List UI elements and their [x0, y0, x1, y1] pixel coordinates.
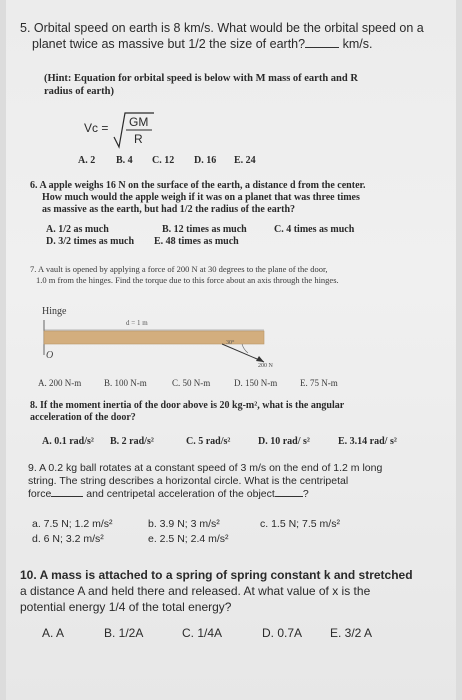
q6-option-d[interactable]: D. 3/2 times as much: [46, 236, 135, 247]
q5-hint-line1: (Hint: Equation for orbital speed is below with M mass of earth and R: [44, 73, 358, 84]
q8-option-a[interactable]: A. 0.1 rad/s²: [42, 436, 94, 447]
q9-line1: 9. A 0.2 kg ball rotates at a constant speed of 3 m/s on the end of 1.2 m long: [28, 462, 383, 474]
q5-option-c[interactable]: C. 12: [152, 155, 175, 166]
q8-option-c[interactable]: C. 5 rad/s²: [186, 436, 231, 447]
q7-option-d[interactable]: D. 150 N-m: [234, 378, 278, 388]
q9-line3-force: force: [28, 488, 52, 500]
q5-line1: 5. Orbital speed on earth is 8 km/s. What would be the orbital speed on a: [20, 21, 424, 35]
origin-label: O: [46, 350, 54, 361]
q10-line1: [20, 567, 413, 583]
worksheet-page: [6, 0, 456, 700]
q7-option-b[interactable]: B. 100 N-m: [104, 378, 147, 388]
q9-line3-accel: and centripetal acceleration of the object: [86, 488, 275, 500]
q7-line1: 7. A vault is opened by applying a force of 200 N at 30 degrees to the plane of the door,: [30, 264, 328, 274]
q6-line1: 6. A apple weighs 16 N on the surface of the earth, a distance d from the center.: [30, 180, 366, 191]
q9-line2: string. The string describes a horizontal circle. What is the centripetal: [28, 475, 349, 487]
q5-answer-blank: [305, 47, 339, 48]
q10-number-text: 10. A mass is attached to a spring of spring constant k and stretched: [20, 568, 413, 582]
q9-option-e[interactable]: e. 2.5 N; 2.4 m/s²: [148, 533, 229, 545]
q5-option-e[interactable]: E. 24: [234, 155, 256, 166]
q9-question-mark: ?: [302, 488, 309, 500]
q10-option-e[interactable]: E. 3/2 A: [330, 626, 373, 640]
q7-option-e[interactable]: E. 75 N-m: [300, 378, 338, 388]
formula-numerator: GM: [129, 115, 149, 129]
q6-option-c[interactable]: C. 4 times as much: [274, 224, 355, 235]
q8-option-d[interactable]: D. 10 rad/ s²: [258, 436, 310, 447]
q5-option-d[interactable]: D. 16: [194, 155, 217, 166]
q5-hint-line2: radius of earth): [44, 86, 114, 97]
q6-option-a[interactable]: A. 1/2 as much: [46, 224, 109, 235]
q10-line2: a distance A and held there and released. At what value of x is the: [20, 584, 371, 598]
q9-option-c[interactable]: c. 1.5 N; 7.5 m/s²: [260, 518, 340, 530]
q8-line2: acceleration of the door?: [30, 412, 136, 423]
angle-label: 30°: [226, 340, 235, 346]
q6-line2: How much would the apple weigh if it was on a planet that was three times: [42, 192, 360, 203]
q10-option-c[interactable]: C. 1/4A: [182, 626, 223, 640]
force-label: 200 N: [258, 363, 273, 369]
q9-option-a[interactable]: a. 7.5 N; 1.2 m/s²: [32, 518, 113, 530]
distance-label: d = 1 m: [126, 319, 148, 327]
formula-lhs: Vc =: [84, 121, 109, 135]
q10-option-b[interactable]: B. 1/2A: [104, 626, 144, 640]
q9-option-d[interactable]: d. 6 N; 3.2 m/s²: [32, 533, 104, 545]
q7-option-a[interactable]: A. 200 N-m: [38, 378, 82, 388]
q8-option-e[interactable]: E. 3.14 rad/ s²: [338, 436, 397, 447]
formula-denominator: R: [134, 132, 143, 146]
q9-accel-blank: [275, 496, 303, 497]
q5-unit: km/s.: [342, 37, 373, 51]
q7-option-c[interactable]: C. 50 N-m: [172, 378, 211, 388]
q5-option-a[interactable]: A. 2: [78, 155, 96, 166]
q10-line3: potential energy 1/4 of the total energy?: [20, 600, 232, 614]
q6-line3: as massive as the earth, but had 1/2 the radius of the earth?: [42, 204, 296, 215]
q8-line1: 8. If the moment inertia of the door above is 20 kg-m², what is the angular: [30, 400, 345, 411]
q6-option-b[interactable]: B. 12 times as much: [162, 224, 247, 235]
q9-option-b[interactable]: b. 3.9 N; 3 m/s²: [148, 518, 220, 530]
q7-line2: 1.0 m from the hinges. Find the torque due to this force about an axis through the hinges.: [36, 275, 339, 285]
q10-option-a[interactable]: A. A: [42, 626, 65, 640]
force-arrow-head: [256, 356, 264, 362]
q5-line2-text: planet twice as massive but 1/2 the size of earth?: [32, 37, 306, 51]
q5-line2: [32, 36, 372, 52]
q8-option-b[interactable]: B. 2 rad/s²: [110, 436, 154, 447]
orbital-speed-formula: [84, 111, 154, 151]
q9-line3: [28, 488, 309, 501]
angle-arc: [242, 344, 248, 353]
door-torque-diagram: [36, 300, 336, 375]
hinge-label: Hinge: [42, 306, 67, 317]
q5-option-b[interactable]: B. 4: [116, 155, 133, 166]
door-drawing: [36, 300, 336, 375]
q10-option-d[interactable]: D. 0.7A: [262, 626, 303, 640]
q6-option-e[interactable]: E. 48 times as much: [154, 236, 239, 247]
q9-force-blank: [51, 496, 83, 497]
